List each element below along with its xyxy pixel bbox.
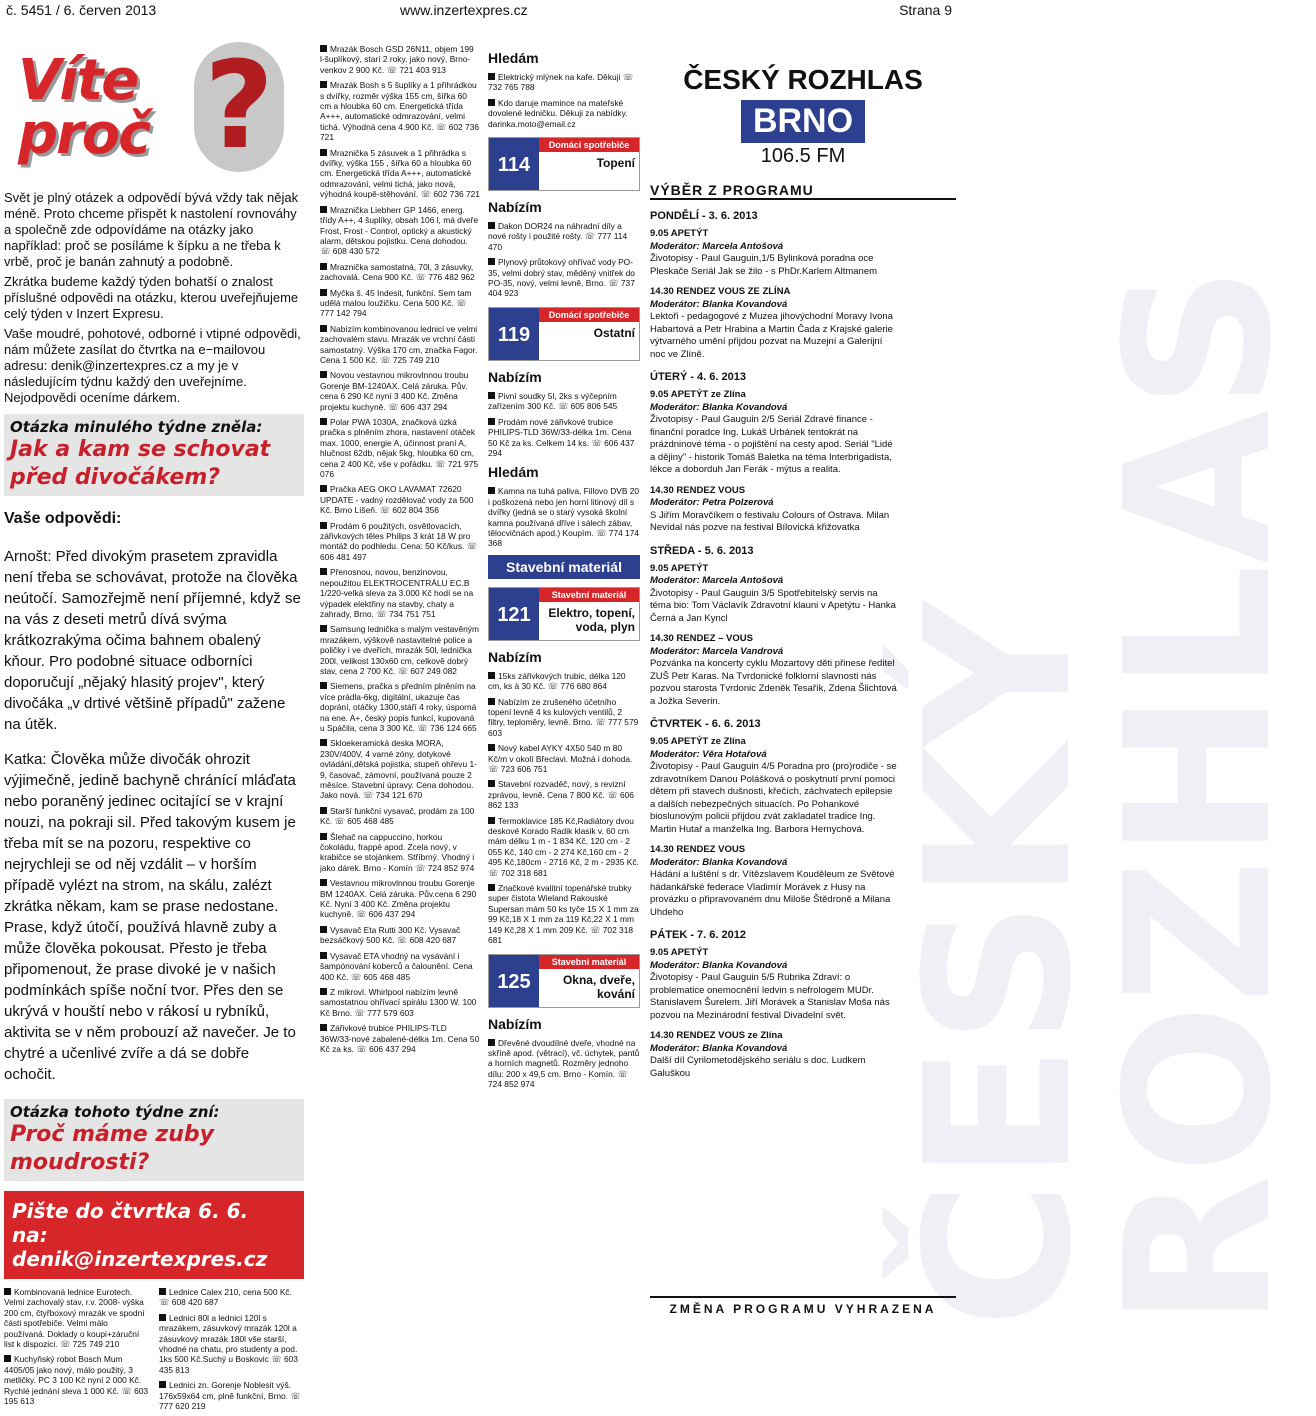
classified-ad: Prodám nové zářivkové trubice PHILIPS-TLD 36W/33-délka 1m. Cena 50 Kč za ks. Celkem 14 ks. ☏ 606 437 294 xyxy=(488,416,635,458)
program-slot xyxy=(650,736,900,836)
slot-moderator: Moderátor: Blanka Kovandová xyxy=(650,401,788,413)
slot-moderator: Moderátor: Marcela Vandrová xyxy=(650,645,784,657)
nabizim-heading: Nabízím xyxy=(488,368,542,385)
slot-moderator: Moderátor: Blanka Kovandová xyxy=(650,298,788,310)
program-day-heading: ÚTERÝ - 4. 6. 2013 xyxy=(650,371,746,383)
categories-column xyxy=(488,44,640,1324)
classified-ad: Zářivkové trubice PHILIPS-TLD 36W/33-nové zabalené-délka 1m. Cena 50 Kč za ks. ☏ 606 437 294 xyxy=(320,1023,480,1054)
classified-ad: Mraznička Liebherr GP 1466, energ. třídy A++, 4 šuplíky, obsah 106 l, má dveře Frost, Frost - Control, optický a akustický alarm, dětskou pojistku. Cena dohodou. ☏ 608 430 572 xyxy=(320,204,479,257)
program-slot xyxy=(650,947,900,1022)
program-day-heading: PONDĚLÍ - 3. 6. 2013 xyxy=(650,210,758,222)
category-box-114 xyxy=(488,137,640,191)
classified-ad: 15ks zářivkových trubic, délka 120 cm, ks à 30 Kč. ☏ 776 680 864 xyxy=(488,670,626,692)
classified-ad: Kuchyňský robot Bosch Mum 4405/05 jako nový, málo použitý, 3 metličky. PC 3 100 Kč nyní 2 000 Kč. Rychlé jednání sleva 1 000 Kč. ☏ 603 195 613 xyxy=(4,1354,149,1407)
classified-ad: Novou vestavnou mikrovlnnou troubu Gorenje BM-1240AX. Celá záruka. Pův. cena 6 290 Kč nyní 3 400 Kč. Změna projektu kuchyně. ☏ 606 437 294 xyxy=(320,370,469,412)
classified-ad: Vysavač Eta Rutti 300 Kč. Vysavač bezsáčkový 500 Kč. ☏ 608 420 687 xyxy=(320,924,461,946)
classified-ad: Termoklavice 185 Kč,Radiátory dvou deskové Korado Radik klasik v. 60 cm mám délku 1 m - 1 834 Kč, 120 cm - 2 055 Kč, 140 cm - 2 274 Kč,160 cm - 2 495 Kč,180cm - 2716 Kč, 2 m - 2935 Kč. ☏ 702 318 681 xyxy=(488,815,639,878)
classified-ad: Skloekeramická deska MORA, 230V/400V, 4 varné zóny, dotykové ovládání,dětská pojistka, stupeň ohřevu 1-9, časovač, zámovní, používaná pouze 2 měsíce. Stavební úpravy. Cena dohodou. Jako nová. ☏ 734 121 670 xyxy=(320,738,477,801)
slot-description: Pozvánka na koncerty cyklu Mozartovy děti přinese ředitel ZUŠ Petr Karas. Na Tvrdonické folklorní slavnosti nás pozvou starosta Tvrdonic Zdeněk Tesařík, Zdena Šlichtová a Jožka Severin. xyxy=(650,658,897,707)
classified-ad: Vysavač ETA vhodný na vysávání i šampónování koberců a čalounění. Cena 400 Kč. ☏ 605 468 485 xyxy=(320,950,473,982)
classified-ad: Dřevěné dvoudílné dveře, vhodné na skříně apod. (větrací), vč. úchytek, pantů a horních magnetů. Rozměry jednoho dílu: 200 x 49,5 cm. Brno - Komín. ☏ 724 852 974 xyxy=(488,1037,640,1090)
page-number: Strana 9 xyxy=(899,2,952,18)
classified-ad: Přenosnou, novou, benzinovou, nepoužitou ELEKTROCENTRÁLU EC.B 1/220-velká sleva za 3.000 Kč hodí se na výpadek elektřiny na stavby, chaty a zahrady, Brno. ☏ 734 751 751 xyxy=(320,567,474,619)
slot-time: 14.30 RENDEZ VOUS xyxy=(650,844,746,855)
slot-description: Hádání a luštění s dr. Vítězslavem Kouděleum ze Světové hádankářské federace Vladimír Morávek z Husy na provázku o připravovaném dnu Miloše Štědroně a Milana Uhdeho xyxy=(650,869,895,918)
classified-ad: Lednice Calex 210, cena 500 Kč. ☏ 608 420 687 xyxy=(159,1287,292,1308)
slot-time: 14.30 RENDEZ VOUS ze Zlína xyxy=(650,1030,783,1041)
nabizim-heading: Nabízím xyxy=(488,648,542,665)
slot-moderator: Moderátor: Blanka Kovandová xyxy=(650,1042,788,1054)
program-slot xyxy=(650,389,900,477)
call-to-action xyxy=(4,1191,304,1279)
classified-ad: Šlehač na cappuccino, horkou čokoládu, frappé apod. Zcela nový, v krabičce se stojánkem. Stříbrný. Vhodný i jako dárek. Brno - Komín ☏ 724 852 974 xyxy=(320,831,475,873)
category-number: 121 xyxy=(489,588,539,640)
classified-ad: Nabízím ze zrušeného účetního topení levně 4 ks kulových ventilů, 2 filtry, teploměry, levně. Brno. ☏ 777 579 603 xyxy=(488,696,639,738)
previous-question: Jak a kam se schovat před divočákem? xyxy=(10,437,271,490)
next-question-banner xyxy=(4,1099,304,1181)
program-slot xyxy=(650,286,900,361)
next-question-label: Otázka tohoto týdne zní: xyxy=(10,1103,220,1121)
program-day-heading: PÁTEK - 7. 6. 2012 xyxy=(650,929,746,941)
site-url[interactable]: www.inzertexpres.cz xyxy=(400,2,528,18)
classified-ad: Mrazák Bosh s 5 šuplíky a 1 přihrádkou s dvířky, rozměr výška 155 cm, šířka 60 cm a hloubka 60 cm. Energetická třída A+++, automatické odmrazování, velmi tichá. Výhodná cena 4.900 Kč. ☏ 602 736 721 xyxy=(320,80,480,143)
intro-paragraph: Vaše moudré, pohotové, odborné i vtipné odpovědi, nám můžete zasílat do čtvrtka na e−mailovou adresu: denik@inzertexpres.cz a my je v následujícím týdnu každý den uveřejníme. Nejodpovědi oceníme dárkem. xyxy=(4,326,301,405)
category-name: Ostatní xyxy=(593,325,635,340)
hledam-heading: Hledám xyxy=(488,50,539,66)
vite-proc-column xyxy=(4,34,304,1412)
slot-moderator: Moderátor: Věra Hotařová xyxy=(650,748,767,760)
classified-ad: Stavební rozvaděč, nový, s revizní zprávou, levně. Cena 7 800 Kč. ☏ 606 862 133 xyxy=(488,779,634,811)
classified-ad: Vestavnou mikrovlnnou troubu Gorenje BM 1240AX. Celá záruka. Pův.cena 6 290 Kč. Nyní 3 400 Kč. Změna projektu kuchyně. ☏ 606 437 294 xyxy=(320,878,477,920)
slot-description: Životopisy - Paul Gauguin 2/5 Seriál Zdravé finance - finanční poradce Ing. Lukáš Urbánek tentokrát na prázdninové téma - o pojištění na cesty apod. Seriál "Lidé a dějiny" - historik Tomáš Baletka na téma Interbrigadista, lékce a doborduh Jan Ferák - mýtus a realita. xyxy=(650,414,893,475)
intro-text xyxy=(4,190,304,406)
program-slot xyxy=(650,563,900,626)
category-number: 114 xyxy=(489,138,539,190)
slot-moderator: Moderátor: Petra Polzerová xyxy=(650,497,774,508)
classified-ad: Pračka AEG OKO LAVAMAT 72620 UPDATE - vadný rozdělovač vody za 500 Kč. Brno Líšeň. ☏ 602 804 356 xyxy=(320,484,474,516)
slot-moderator: Moderátor: Blanka Kovandová xyxy=(650,856,788,868)
category-group: Stavební materiál xyxy=(539,955,639,969)
classified-ad: Myčka š. 45 Indesit, funkční. Sem tam udělá malou loužičku. Cena 500 Kč. ☏ 777 142 794 xyxy=(320,287,472,319)
cta-deadline: Pište do čtvrtka 6. 6. xyxy=(12,1199,249,1223)
radio-program-column xyxy=(650,44,956,1324)
program-day-heading: ČTVRTEK - 6. 6. 2013 xyxy=(650,718,761,730)
program-slot xyxy=(650,633,900,708)
slot-description: Lektoři - pedagogové z Muzea jihovýchodní Moravy Ivona Habartová a Petr Hrabina a Martin Čada z Krajské galerie výtvarného umění přijdou pozvat na Muzejní a Galerijní noc ve Zlíně. xyxy=(650,311,893,360)
program-slot xyxy=(650,844,900,919)
stavebni-material-heading: Stavební materiál xyxy=(488,555,640,579)
slot-time: 9.05 APETÝT xyxy=(650,947,709,958)
slot-description: Životopisy - Paul Gauguin 3/5 Spotřebitelský servis na téma bio: Tom Václavík Zdravotní klauni v Apetýtu - Hanka Černá a Jan Kyncl xyxy=(650,587,896,624)
slot-time: 9.05 APETÝT ze Zlína xyxy=(650,389,746,400)
cta-email[interactable]: na: denik@inzertexpres.cz xyxy=(12,1223,268,1271)
slot-description: S Jiřím Moravčíkem o festivalu Colours of Ostrava. Milan Nevídal nás pozve na festival Bílovická křižovatka xyxy=(650,509,890,533)
section-title: Víte proč xyxy=(18,48,150,167)
category-number: 119 xyxy=(489,308,539,360)
category-number: 125 xyxy=(489,955,539,1007)
intro-paragraph: Zkrátka budeme každý týden bohatší o znalost příslušné odpovědi na otázku, kterou uveřejňujeme celý týden v Inzert Expresu. xyxy=(4,274,299,321)
classified-ad: Kombinovaná lednice Eurotech. Velmi zachovalý stav, r.v. 2008- výška 200 cm, čtyřboxový mrazák ve spodní části spotřebiče. Velmi málo používaná. Doklady o koupi+záruční list k dispozici. ☏ 725 749 210 xyxy=(4,1287,145,1350)
classified-ad: Polar PWA 1030A, značková úzká pračka s plněním zhora, nastavení otáček max. 1000, energie A, účinnost praní A, hlučnost 62db, nějak 5kg, hloubka 60 cm, cena 2 400 Kč, vše v pořádku. ☏ 721 975 076 xyxy=(320,417,479,480)
classified-ad: Lednici zn. Gorenje Noblesit výš. 176x59x64 cm, plně funkční, Brno. ☏ 777 620 219 xyxy=(159,1380,301,1412)
classified-ad: Samsung lednička s malým vestavěným mrazákem, výškově nastavitelné police a poličky i ve dveřích, mrazák 50l, lednička 200l, velikost 130x60 cm, celkově dobrý stav, cena 2 700 Kč. ☏ 607 249 082 xyxy=(320,624,479,676)
classified-ad: Lednici 80l a lednici 120l s mrazákem, zásuvkový mrazák 120l a zásuvkový mrazák 180l vše starší, vhodné na chatu, pro studenty a pod. 1ks 500 Kč.Suchý u Boskovic ☏ 603 435 813 xyxy=(159,1312,298,1375)
category-name: Elektro, topení, voda, plyn xyxy=(548,605,635,634)
slot-moderator: Moderátor: Marcela Antošová xyxy=(650,240,784,252)
slot-moderator: Moderátor: Blanka Kovandová xyxy=(650,959,788,971)
appliance-ads-column xyxy=(320,44,480,1324)
intro-paragraph: Svět je plný otázek a odpovědí bývá vždy tak nějak méně. Proto chceme přispět k nastolení rovnováhy a společně zde odpovídáme na otázky jako například: proč se posíláme k šípku a ne třeba k vrbě, proč je banán zahnutý a podobně. xyxy=(4,190,299,269)
question-mark-graphic: ? xyxy=(194,42,284,172)
slot-time: 14.30 RENDEZ VOUS ZE ZLÍNA xyxy=(650,286,791,297)
slot-description: Životopisy - Paul Gauguin,1/5 Bylinková poradna oce Pleskače Seriál Jak se žilo - s PhDr.Karlem Altmanem xyxy=(650,253,878,277)
classified-ad: Mrazák Bosch GSD 26N11, objem 199 l-šuplíkový, starí 2 roky, jako nový, Brno-venkov 2 900 Kč. ☏ 721 403 913 xyxy=(320,44,474,75)
slot-time: 14.30 RENDEZ VOUS xyxy=(650,484,746,496)
slot-time: 9.05 APETÝT xyxy=(650,228,709,239)
slot-time: 14.30 RENDEZ – VOUS xyxy=(650,633,753,644)
category-name: Topení xyxy=(596,156,635,171)
slot-moderator: Moderátor: Marcela Antošová xyxy=(650,575,784,586)
classified-ad: Elektrický mlýnek na kafe. Děkuji ☏ 732 765 788 xyxy=(488,72,634,93)
answer-katka: Katka: Člověka může divočák ohrozit výjimečně, jedině bachyně chránící mláďata nebo poraněný jedinec ocitající se v krajní nouzi, na pokraji sil. Před takovým kusem je třeba mít se na pozoru, respektive co nejrychleji se od něj vzdálit – v horším případě vylézt na strom, na skálu, zalézt zkrátka někam, kam se prase nedostane. Prase, když útočí, používá hlavně zuby a může člověka pokousat. Přesto je třeba připomenout, že prase divoké je v našich podmínkách spíše noční tvor. Přes den se ukrývá v houští nebo v rákosí u rybníků, aktivita se v něm probouzí až navečer. Je to chytré a učenlivé zvíře a dá se dobře ochočit. xyxy=(4,751,296,1083)
classified-ad: Starší funkční vysavač, prodám za 100 Kč. ☏ 605 468 485 xyxy=(320,805,475,827)
classified-ad: Mraznička samostatná, 70l, 3 zásuvky, zachovalá. Cena 900 Kč. ☏ 776 482 962 xyxy=(320,261,475,283)
radio-frequency: 106.5 FM xyxy=(760,145,846,167)
nabizim-heading: Nabízím xyxy=(488,1015,542,1032)
nabizim-heading: Nabízím xyxy=(488,199,542,216)
previous-question-label: Otázka minulého týdne zněla: xyxy=(10,418,263,436)
previous-question-banner xyxy=(4,414,304,496)
radio-city: BRNO xyxy=(741,100,865,143)
program-slot xyxy=(650,485,900,535)
category-box-121 xyxy=(488,587,640,641)
category-name: Okna, dveře, kování xyxy=(562,972,635,1001)
classified-ad: Dakon DOR24 na náhradní díly a nové rošty i použité rošty. ☏ 777 114 470 xyxy=(488,221,628,252)
small-ads xyxy=(4,1287,304,1416)
answers-heading: Vaše odpovědi: xyxy=(4,510,122,527)
slot-description: Životopisy - Paul Gauguin 4/5 Poradna pro (pro)rodiče - se zdravotníkem Danou Polášková o poskytnutí první pomoci dětem při stavech dušnosti, křečích, záchvatech epilepsie a dalších nebezpečných situacích. Po Pohankové bioslunovým policii přijdou zvát zakladatel tradice Ing. Martin Hutař a manželka Ing. Barbora Hernychová. xyxy=(650,761,897,835)
classified-ad: Nový kabel AYKY 4X50 540 m 80 Kč/m v okolí Břeclavi. Možná i dohoda. ☏ 723 606 751 xyxy=(488,743,633,774)
classified-ad: Kdo daruje mamince na mateřské dovolené ledničku. Děkuji za nabídky. darinka.moto@email.cz xyxy=(488,97,628,129)
slot-description: Životopisy - Paul Gauguin 5/5 Rubrika Zdraví: o problematice onemocnění ledvin s nefrologem MUDr. Stanislavem Šurelem. Jiří Morávek a Stanislav Moša nás pozvou na Mezinárodní festival Divadelní svět. xyxy=(650,972,890,1021)
classified-ad: Prodám 6 použitých, osvětlovacích, zářivkových těles Philips 3 krát 18 W pro montáž do podhledu. Cena: 50 Kč/kus. ☏ 606 481 497 xyxy=(320,520,478,562)
classified-ad: Nabízím kombinovanou lednici ve velmi zachovalém stavu. Mrazák ve vrchní části samostatný. Výška 170 cm, značka Fagor. Cena 1 500 Kč. ☏ 725 749 210 xyxy=(320,323,478,365)
radio-watermark: ČESKÝ ROZHLAS xyxy=(883,265,1316,1328)
slot-time: 9.05 APETÝT xyxy=(650,562,709,574)
page-header xyxy=(0,0,960,22)
category-group: Domácí spotřebiče xyxy=(539,308,639,322)
category-group: Stavební materiál xyxy=(539,588,639,602)
program-heading: VÝBĚR Z PROGRAMU xyxy=(650,182,956,200)
classified-ad: Plynový průtokový ohřívač vody PO-35, velmi dobrý stav, měděný vnitřek do PO-35, nový, velmi levně, Brno. ☏ 737 404 923 xyxy=(488,257,635,299)
classified-ad: Kamna na tuhá paliva, Fillovo DVB 20 i poškozená nebo jen horní litinový díl s dvířky (jedná se o starý vysoká školní kamna používaná dříve i sálech zábav, tělocvičnách apod.) Koupím. ☏ 774 174 368 xyxy=(488,486,640,549)
classified-ad: Mraznička 5 zásuvek a 1 přihrádka s dvířky, výška 155 , šířka 60 a hloubka 60 cm. Energetická třída A+++, automatické odmrazování, velmi tichá, jako nová, výhodná koupě-stěhování. ☏ 602 736 721 xyxy=(320,147,480,200)
program-slot xyxy=(650,228,900,278)
answer-arnost: Arnošt: Před divokým prasetem zpravidla není třeba se schovávat, protože na člověka neútočí. Samozřejmě není příjemné, když se na vás z deseti metrů dívá svýma krátkozrakýma očima bahnem obalený kňour. Pro podobné situace odborníci doporučují „nějaký hlasitý projev", který divočáka „v drtivé většině případů" zažene na útěk. xyxy=(4,548,301,733)
slot-description: Další díl Cyrilometodějského seriálu s doc. Ludkem Galuškou xyxy=(650,1055,866,1079)
hledam-heading: Hledám xyxy=(488,464,539,481)
classified-ad: Značkové kvalitní topenářské trubky super čistota Wieland Rakouské Supersan mám 50 ks tyče 15 X 1 mm za 99 Kč,18 X 1 mm za 119 Kč,22 X 1 mm 149 Kč,28 X 1 mm 209 Kč. ☏ 702 318 681 xyxy=(488,883,639,946)
program-day-heading: STŘEDA - 5. 6. 2013 xyxy=(650,544,754,557)
radio-logo xyxy=(650,64,956,168)
next-question: Proč máme zuby moudrosti? xyxy=(10,1122,214,1175)
slot-time: 9.05 APETÝT ze Zlína xyxy=(650,736,746,747)
program-days xyxy=(650,210,956,1080)
category-box-119 xyxy=(488,307,640,361)
issue-label: č. 5451 / 6. červen 2013 xyxy=(6,2,157,18)
classified-ad: Z mikrovl. Whirlpool nabízím levně samostatnou ohřívací spirálu 1300 W. 100 Kč Brno. ☏ 777 579 603 xyxy=(320,986,477,1018)
program-footer: ZMĚNA PROGRAMU VYHRAZENA xyxy=(650,1296,956,1316)
program-slot xyxy=(650,1030,900,1080)
radio-name: ČESKÝ ROZHLAS xyxy=(683,64,923,95)
classified-ad: Siemens, pračka s předním plněním na více prádla-6kg, digitální, ukazuje čas doprání, otáčky 1300,stáří 4 roky, úsporná na ene. A+, český popis funkcí, kupovaná u Spáčila, cena 3 300 Kč. ☏ 736 124 665 xyxy=(320,681,477,733)
category-group: Domácí spotřebiče xyxy=(539,138,639,152)
category-box-125 xyxy=(488,954,640,1008)
classified-ad: Pivní soudky 5l, 2ks s výčepním zařízením 300 Kč. ☏ 605 806 545 xyxy=(488,390,618,412)
